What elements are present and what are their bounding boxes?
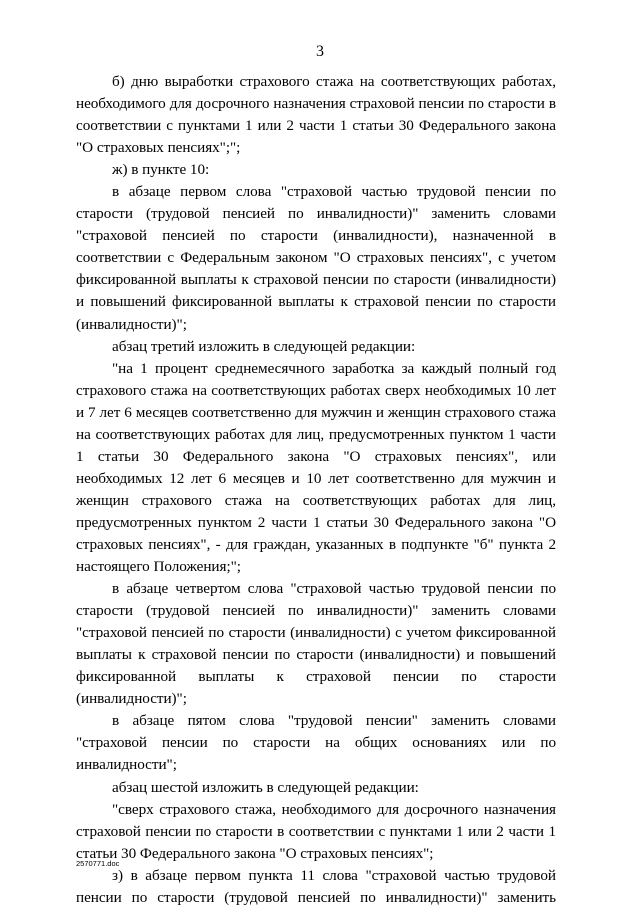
paragraph-subclause-b: б) дню выработки страхового стажа на соответствующих работах, необходимого для досрочного назначения страховой пенсии по старости в соответствии с пунктами 1 или 2 части 1 статьи 30 Федерального закона "О страховых пенсиях";";	[76, 73, 556, 157]
paragraph-third-subparagraph-text: "на 1 процент среднемесячного заработка за каждый полный год страхового стажа на соответствующих работах сверх необходимых 10 лет и 7 лет 6 месяцев соответственно для мужчин и женщин страхового стажа на соответствующих работах для лиц, предусмотренных пунктом 1 части 1 статьи 30 Федерального закона "О страховых пенсиях", или необходимых 12 лет 6 месяцев и 10 лет соответственно для мужчин и женщин страхового стажа на соответствующих работах для лиц, предусмотренных пунктом 2 части 1 статьи 30 Федерального закона "О страховых пенсиях", - для граждан, указанных в подпункте "б" пункта 2 настоящего Положения;";	[76, 359, 556, 576]
paragraph-sixth-subparagraph-text: "сверх страхового стажа, необходимого для досрочного назначения страховой пенсии по старости в соответствии с пунктами 1 или 2 части 1 статьи 30 Федерального закона "О страховых пенсиях";	[76, 800, 556, 862]
paragraph-third-subparagraph-heading: абзац третий изложить в следующей редакции:	[112, 337, 416, 355]
document-body	[76, 71, 556, 909]
page-number: 3	[316, 43, 324, 60]
paragraph-item-z: з) в абзаце первом пункта 11 слова "страховой частью трудовой пенсии по старости (трудовой пенсией по инвалидности)" заменить	[76, 866, 556, 906]
paragraph-first-subparagraph-amendment: в абзаце первом слова "страховой частью трудовой пенсии по старости (трудовой пенсией по инвалидности)" заменить словами "страховой пенсией по старости (инвалидности), назначенной в соответствии с Федеральным законом "О страховых пенсиях", с учетом фиксированной выплаты к страховой пенсии по старости (инвалидности) и повышений фиксированной выплаты к страховой пенсии по старости (инвалидности)";	[76, 183, 556, 333]
paragraph-fourth-subparagraph-amendment: в абзаце четвертом слова "страховой частью трудовой пенсии по старости (трудовой пенсией по инвалидности)" заменить словами "страховой пенсией по старости (инвалидности) с учетом фиксированной выплаты к страховой пенсии по старости (инвалидности) и повышений фиксированной выплаты к страховой пенсии по старости (инвалидности)";	[76, 580, 556, 708]
paragraph-fifth-subparagraph-amendment: в абзаце пятом слова "трудовой пенсии" заменить словами "страховой пенсии по старости на общих основаниях или по инвалидности";	[76, 712, 556, 774]
paragraph-item-zh-heading: ж) в пункте 10:	[112, 161, 210, 179]
footer-filename: 2570771.doc	[76, 859, 120, 868]
paragraph-sixth-subparagraph-heading: абзац шестой изложить в следующей редакции:	[112, 778, 419, 796]
